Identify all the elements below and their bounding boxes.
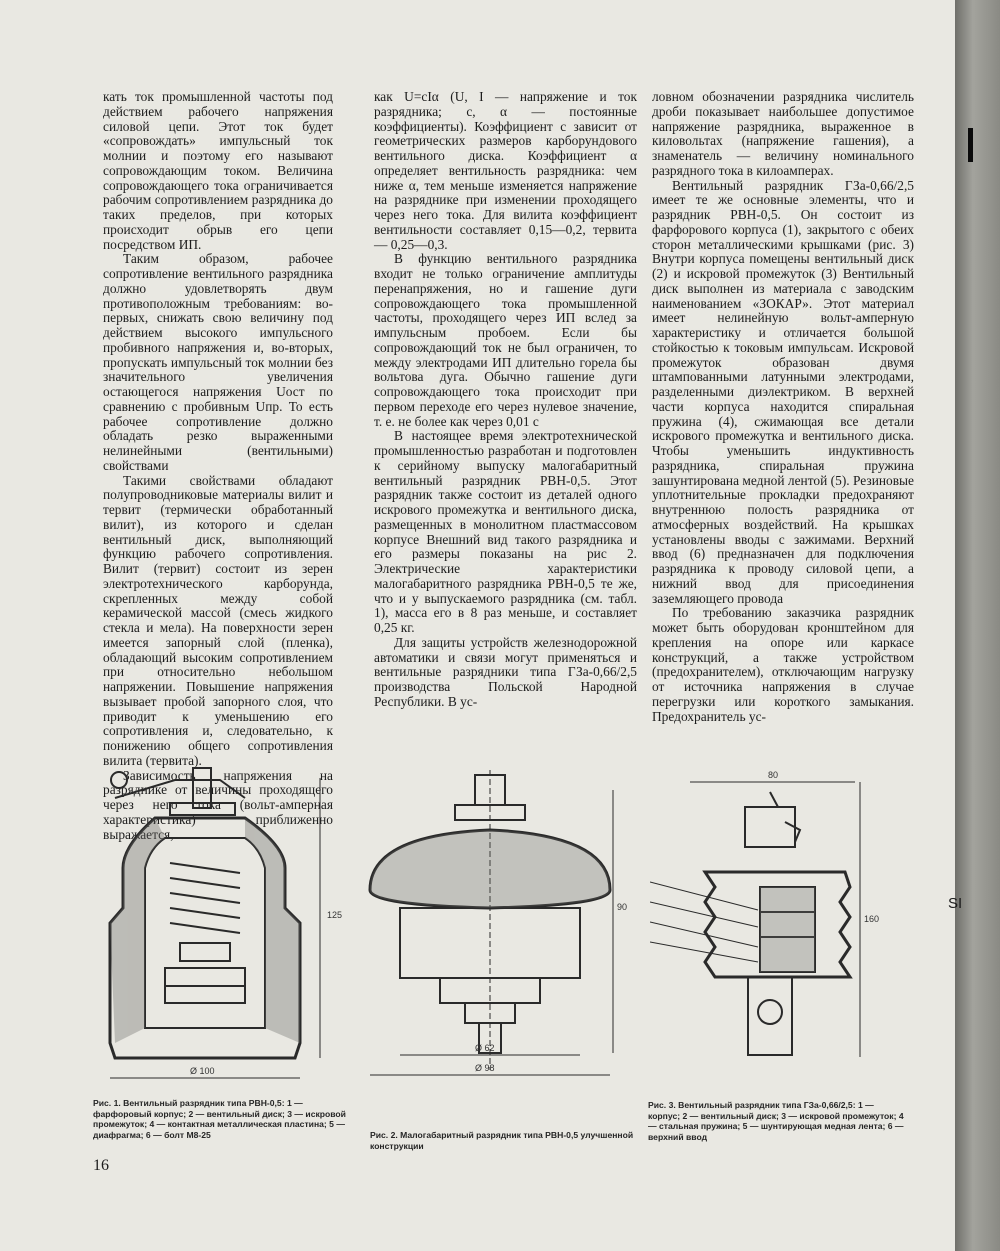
figure-3-drawing — [650, 762, 920, 1077]
edge-black-mark — [968, 128, 973, 162]
fig1-width-label: Ø 100 — [190, 1066, 215, 1076]
fig2-outer-width-label: Ø 98 — [475, 1063, 495, 1073]
edge-text-mark: SI — [948, 895, 963, 912]
paragraph: кать ток промышленной частоты под действием рабочего напряжения силовой цепи. Этот ток будет «сопровождать» импульсный ток молнии и поэтому его называют сопровождающим током. Величина сопровождающего тока ограничивается рабочим сопротивлением разрядника до таких пределов, при которых происходит обрыв его цепи посредством ИП. — [103, 89, 333, 252]
text-column-3 — [652, 90, 914, 724]
text-column-1 — [103, 90, 333, 842]
fig3-width-label: 80 — [768, 770, 779, 780]
paragraph: Для защиты устройств железнодорожной автоматики и связи могут применяться и вентильные разрядники типа ГЗа-0,66/2,5 производства Польской Народной Республики. В ус- — [374, 634, 637, 709]
page-number: 16 — [93, 1157, 109, 1174]
fig2-height-label: 90 — [617, 902, 628, 912]
paragraph: По требованию заказчика разрядник может быть оборудован кронштейном для крепления на опоре или каркасе конструкций, а также устройством (предохранителем), отключающим нагрузку от источника напряжения в случае перегрузки или короткого замыкания. Предохранитель ус- — [652, 605, 914, 724]
fig3-height-label: 160 — [864, 914, 880, 924]
figure-2-caption: Рис. 2. Малогабаритный разрядник типа РВН-0,5 улучшенной конструкции — [370, 1130, 634, 1151]
figure-1-caption: Рис. 1. Вентильный разрядник типа РВН-0,5: 1 — фарфоровый корпус; 2 — вентильный диск; 3 — искровой промежуток; 4 — контактная металлическая пластина; 5 — диафрагма; 6 — болт М8-25 — [93, 1098, 346, 1140]
figure-1-drawing — [95, 758, 345, 1088]
figure-2-drawing — [355, 770, 635, 1090]
fig2-inner-width-label: Ø 62 — [475, 1043, 495, 1053]
paragraph: Зависимость напряжения на разряднике от величины проходящего через него тока (вольт-амперная характеристика) приближенно выражается, — [103, 767, 333, 842]
fig1-height-label: 125 — [327, 910, 343, 920]
paragraph: как U=cIα (U, I — напряжение и ток разрядника; c, α — постоянные коэффициенты). Коэффициент c зависит от геометрических размеров карборундового вентильного диска. Коэффициент α определяет вентильность разрядника: чем ниже α, тем меньше изменяется напряжение на разряднике при изменении проходящего через него тока. Для вилита коэффициент вентильности составляет 0,15—0,2, тервита — 0,25—0,3. — [374, 89, 637, 252]
paragraph: В настоящее время электротехнической промышленностью разработан и подготовлен к серийному выпуску малогабаритный вентильный разрядник РВН-0,5. Этот разрядник также состоит из деталей одного искрового промежутка и вентильного диска, размещенных в монолитном пластмассовом корпусе Внешний вид такого разрядника и его размеры показаны на рис 2. Электрические характеристики малогабаритного разрядника РВН-0,5 те же, что и у выпускаемого разрядника (см. табл. 1), масса его в 8 раз меньше, и составляет 0,25 кг. — [374, 428, 637, 635]
paragraph: ловном обозначении разрядника числитель дроби показывает наибольшее допустимое напряжение разрядника, выраженное в киловольтах (напряжение гашения), а знаменатель — величину номинального разрядного тока в килоамперах. — [652, 89, 914, 178]
paragraph: В функцию вентильного разрядника входит не только ограничение амплитуды перенапряжения, но и гашение дуги сопровождающего тока промышленной частоты, проходящего через ИП вслед за импульсным пробоем. Если бы сопровождающий ток не был ограничен, то между электродами ИП длительно горела бы вольтова дуга. Обычно гашение дуги сопровождающего тока происходит при первом переходе его через нулевое значение, т. е. не более как через 0,01 с — [374, 251, 637, 429]
text-column-2 — [374, 90, 637, 710]
figure-3-caption: Рис. 3. Вентильный разрядник типа ГЗа-0,66/2,5: 1 — корпус; 2 — вентильный диск; 3 — искровой промежуток; 4 — стальная пружина; 5 — шунтирующая медная лента; 6 — верхний ввод — [648, 1100, 904, 1142]
binding-edge — [955, 0, 1000, 1251]
paragraph: Вентильный разрядник ГЗа-0,66/2,5 имеет те же основные элементы, что и разрядник РВН-0,5. Он состоит из фарфорового корпуса (1), закрытого с обеих сторон металлическими крышками (рис. 3) Внутри корпуса помещены вентильный диск (2) и искровой промежуток (3) Вентильный диск выполнен из материала с заводским наименованием «ЗОКАР». Этот материал имеет нелинейную вольт-амперную характеристику и отличается большой стойкостью к токовым импульсам. Искровой промежуток образован двумя штампованными латунными электродами, разделенными диэлектриком. В верхней части корпуса находится спиральная пружина (4), сжимающая все детали искрового промежутка и вентильного диска. Чтобы уменьшить индуктивность разрядника, спиральная пружина зашунтирована медной лентой (5). Резиновые уплотнительные прокладки предохраняют внутреннюю полость разрядника от атмосферных воздействий. На крышках установлены вводы с зажимами. Верхний ввод (6) предназначен для подключения разрядника к проводу силовой цепи, а нижний ввод для присоединения заземляющего провода — [652, 177, 914, 606]
paragraph: Таким образом, рабочее сопротивление вентильного разрядника должно удовлетворять двум противоположным требованиям: во-первых, снижать свою величину под действием высокого импульсного пробивного напряжения и, во-вторых, пропускать импульсный ток молнии без значительного увеличения остающегося напряжения Uост по сравнению с пробивным Uпр. То есть рабочее сопротивление должно обладать резко выраженными нелинейными (вентильными) свойствами — [103, 251, 333, 473]
paragraph: Такими свойствами обладают полупроводниковые материалы вилит и тервит (термически обработанный вилит), из которого и сделан вентильный диск, выполняющий функцию рабочего сопротивления. Вилит (тервит) состоит из зерен электротехнического карборунда, скрепленных между собой керамической массой (смесь жидкого стекла и мела). На поверхности зерен имеется запорный слой (пленка), обладающий высоким сопротивлением при относительно небольшом напряжении. Повышение напряжения вызывает пробой запорного слоя, что приводит к уменьшению его сопротивления и, следовательно, к понижению общего сопротивления вилита (тервита). — [103, 472, 333, 768]
